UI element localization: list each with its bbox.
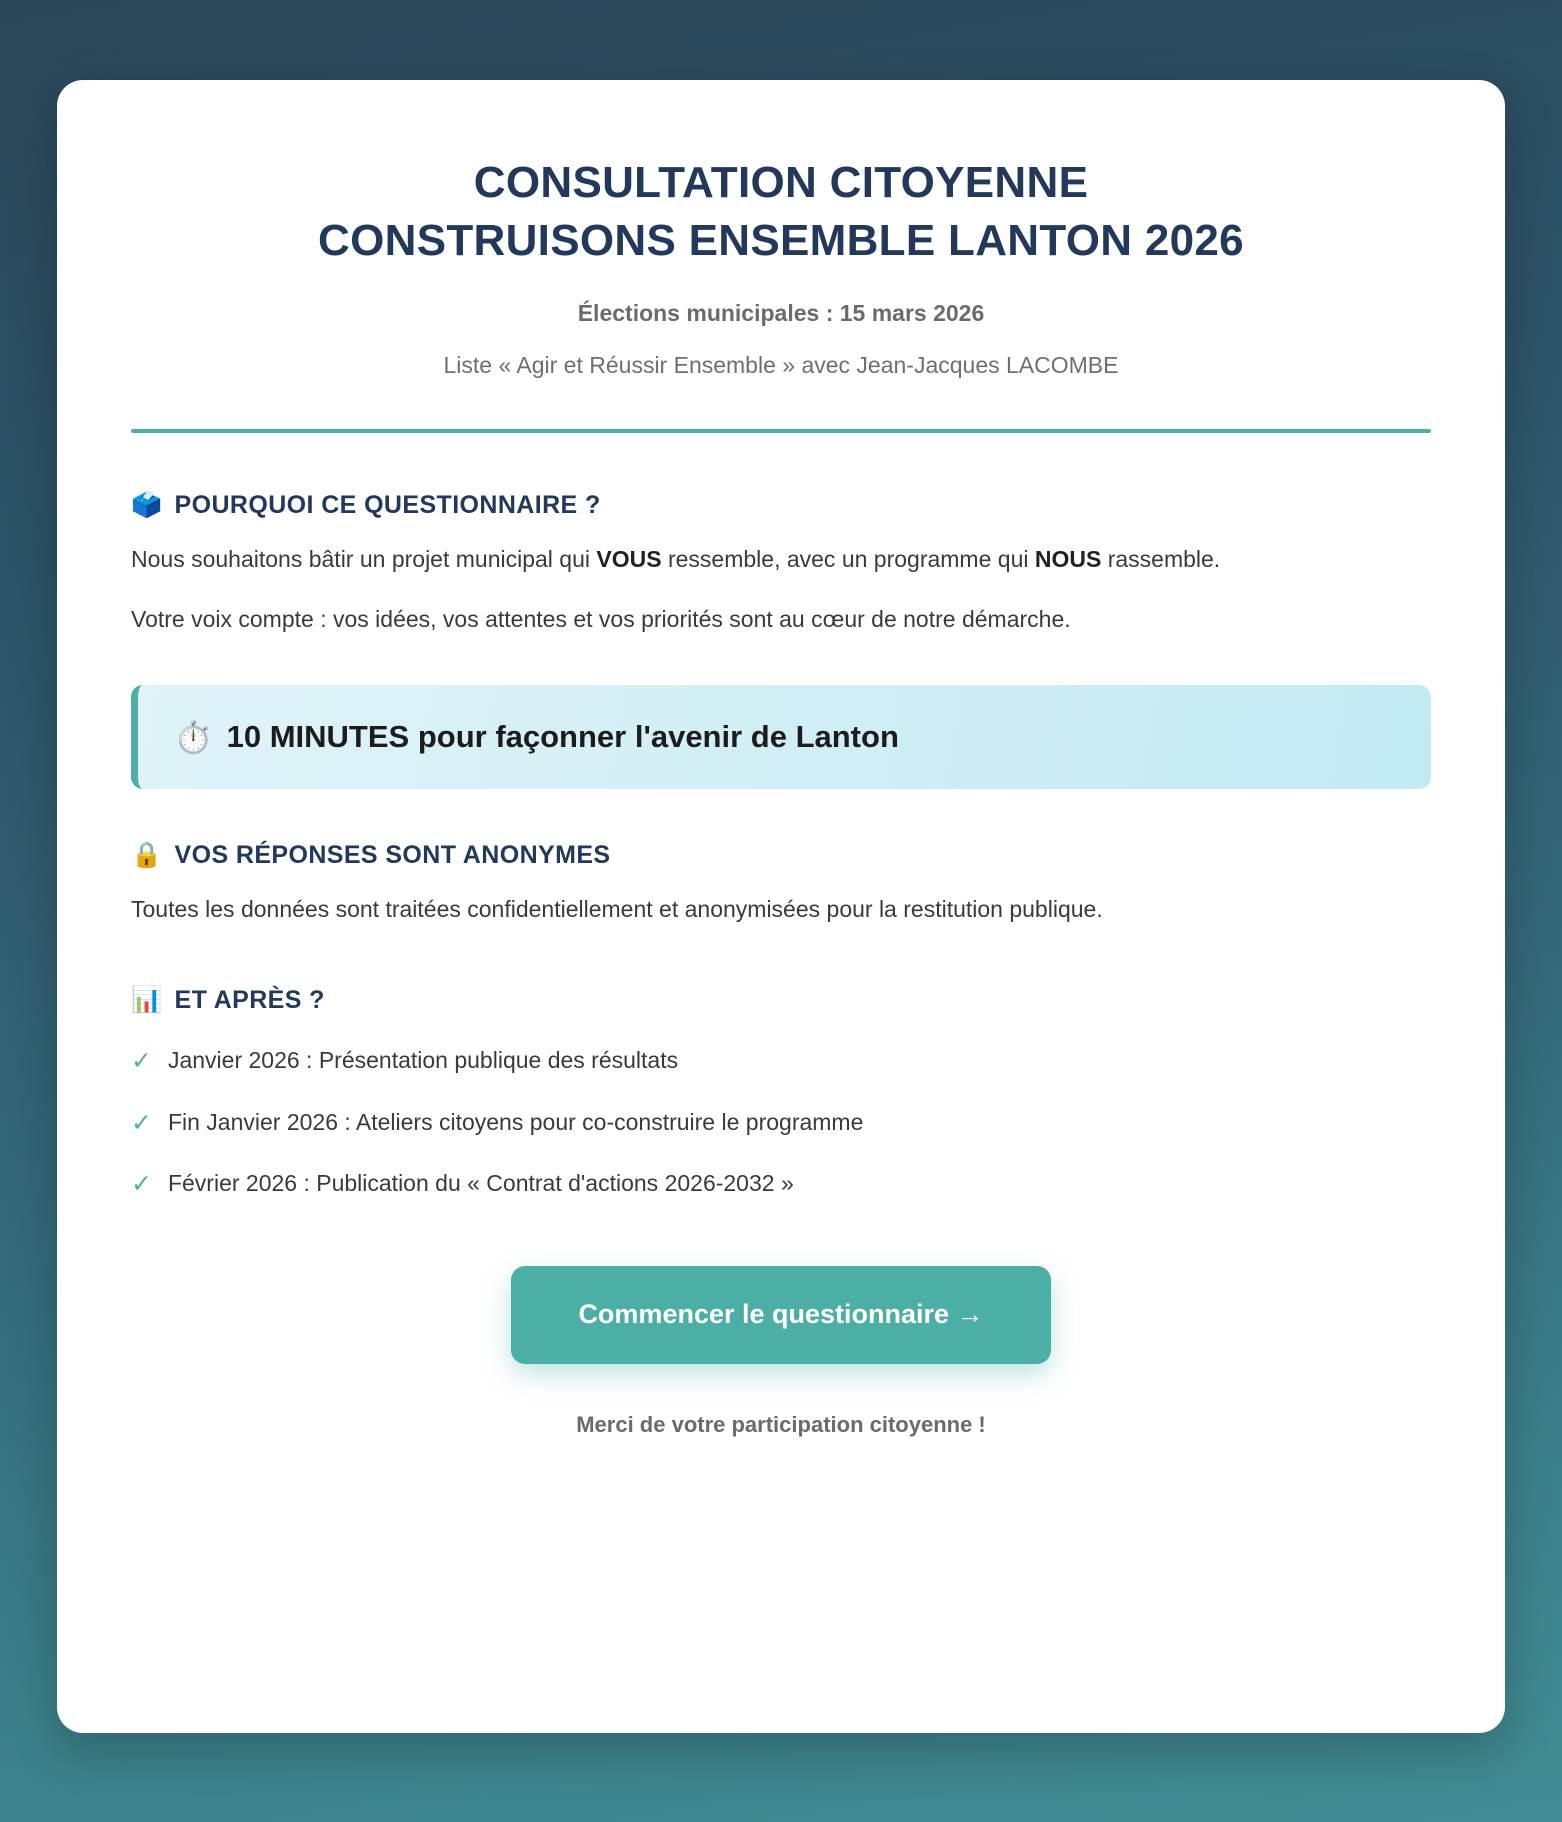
list-item-label: Janvier 2026 : Présentation publique des résultats — [167, 1046, 679, 1073]
why-p1-nous: NOUS — [1034, 546, 1102, 573]
stopwatch-icon: ⏱️ — [174, 719, 213, 755]
thanks-message: Merci de votre participation citoyenne ! — [576, 1411, 986, 1437]
section-after — [131, 986, 1431, 1202]
section-anonymous-paragraph: Toutes les données sont traitées confidentiellement et anonymisées pour la restitution publique. — [131, 896, 1103, 923]
check-icon: ✓ — [131, 1108, 152, 1137]
section-why-paragraph-2: Votre voix compte : vos idées, vos attentes et vos priorités sont au cœur de notre démarche. — [131, 605, 1071, 632]
why-p1-part-a: Nous souhaitons bâtir un projet municipal qui — [131, 546, 597, 573]
duration-callout-text — [227, 719, 899, 755]
why-p1-part-c: ressemble, avec un programme qui — [661, 546, 1035, 573]
ballot-box-icon: 🗳️ — [131, 491, 163, 520]
duration-suffix: pour façonner l'avenir de Lanton — [409, 719, 899, 755]
duration-callout — [131, 685, 1431, 789]
page-title — [131, 154, 1431, 270]
section-anonymous-title-text: VOS RÉPONSES SONT ANONYMES — [174, 841, 611, 870]
election-date: Élections municipales : 15 mars 2026 — [577, 300, 985, 327]
header-divider — [131, 429, 1431, 433]
consultation-card — [57, 80, 1505, 1733]
section-why-title-text: POURQUOI CE QUESTIONNAIRE ? — [174, 491, 601, 520]
page-title-line-2: CONSTRUISONS ENSEMBLE LANTON 2026 — [318, 216, 1244, 266]
timeline-checklist — [131, 1045, 1431, 1202]
lock-icon: 🔒 — [131, 841, 163, 870]
section-anonymous-title — [131, 841, 1431, 870]
list-item — [131, 1168, 1431, 1202]
section-after-title — [131, 986, 1431, 1015]
section-anonymous — [131, 841, 1431, 930]
section-why-title — [131, 491, 1431, 520]
duration-value: 10 MINUTES — [226, 719, 410, 755]
section-why-paragraph-1 — [131, 540, 1431, 580]
hero-header — [131, 154, 1431, 379]
check-icon: ✓ — [131, 1170, 152, 1199]
list-item — [131, 1045, 1431, 1079]
list-item-label: Fin Janvier 2026 : Ateliers citoyens pour co-construire le programme — [167, 1108, 864, 1135]
section-why — [131, 491, 1431, 639]
list-item-label: Février 2026 : Publication du « Contrat d'actions 2026-2032 » — [167, 1170, 794, 1197]
check-icon: ✓ — [131, 1046, 152, 1075]
bar-chart-icon: 📊 — [131, 985, 163, 1014]
cta-container — [131, 1266, 1431, 1364]
candidate-list: Liste « Agir et Réussir Ensemble » avec Jean-Jacques LACOMBE — [443, 352, 1119, 379]
why-p1-vous: VOUS — [596, 546, 662, 573]
section-after-title-text: ET APRÈS ? — [174, 985, 325, 1014]
page-title-line-1: CONSULTATION CITOYENNE — [473, 158, 1089, 207]
start-questionnaire-button[interactable]: Commencer le questionnaire → — [511, 1266, 1051, 1364]
list-item — [131, 1107, 1431, 1141]
why-p1-part-e: rassemble. — [1101, 546, 1221, 573]
